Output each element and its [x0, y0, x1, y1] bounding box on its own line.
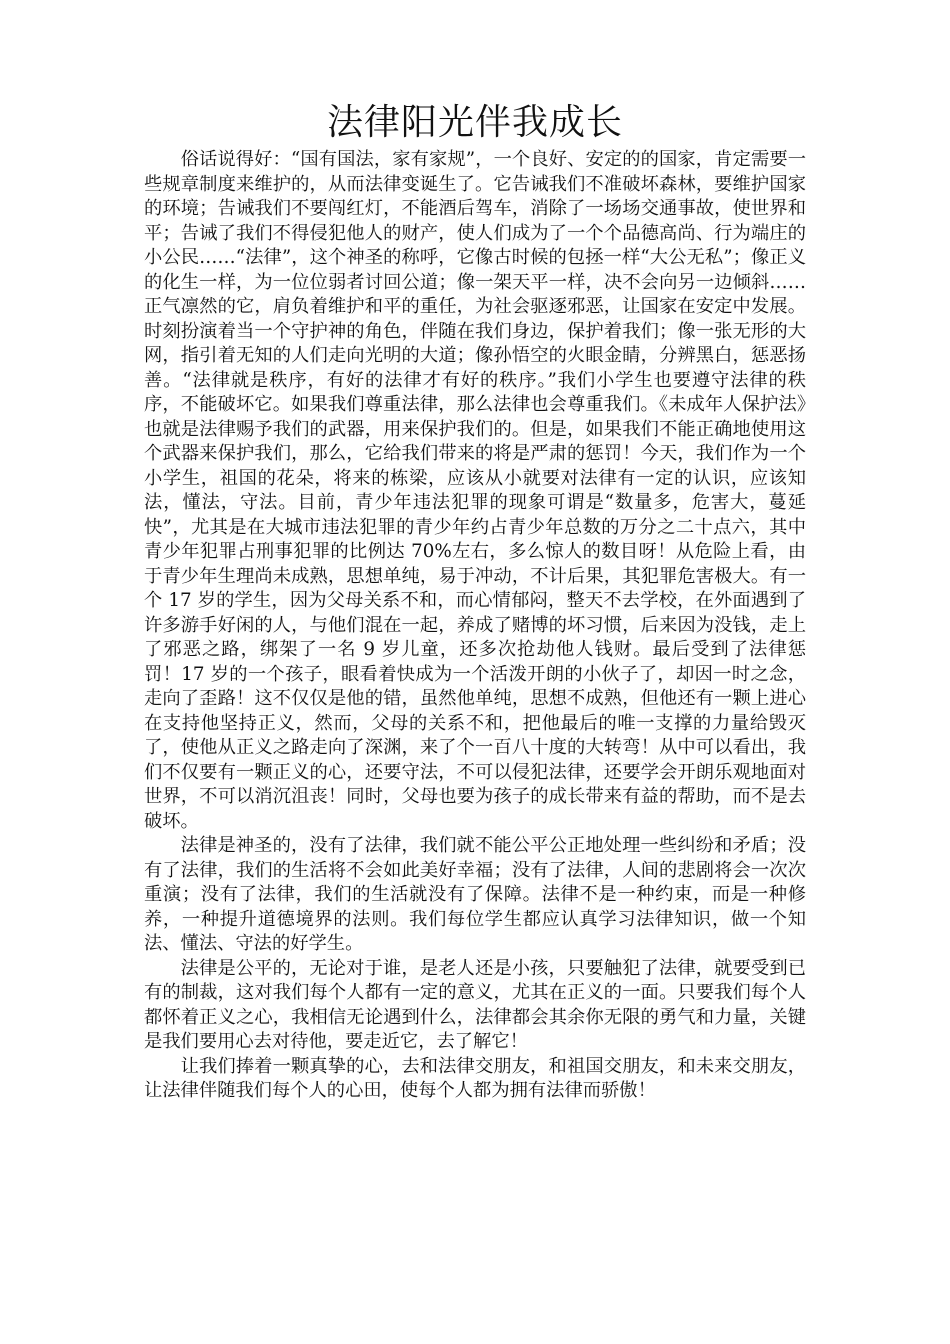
paragraph-3: 法律是公平的，无论对于谁，是老人还是小孩，只要触犯了法律，就要受到已有的制裁，这对我们每个人都有一定的意义，尤其在正义的一面。只要我们每个人都怀着正义之心，我相信无论遇到什么，法律都会其余你无限的勇气和力量，关键是我们要用心去对待他，要走近它，去了解它！ [144, 957, 806, 1052]
document-page [144, 98, 806, 1104]
document-body [144, 148, 806, 1104]
paragraph-4: 让我们捧着一颗真挚的心，去和法律交朋友，和祖国交朋友，和未来交朋友，让法律伴随我们每个人的心田，使每个人都为拥有法律而骄傲！ [144, 1055, 806, 1101]
document-title: 法律阳光伴我成长 [326, 102, 623, 143]
paragraph-1: 俗话说得好：“国有国法，家有家规”，一个良好、安定的的国家，肯定需要一些规章制度来维护的，从而法律变诞生了。它告诫我们不准破坏森林，要维护国家的环境；告诫我们不要闯红灯，不能酒后驾车，消除了一场场交通事故，使世界和平；告诫了我们不得侵犯他人的财产，使人们成为了一个个品德高尚、行为端庄的小公民……“法律”，这个神圣的称呼，它像古时候的包拯一样“大公无私”；像正义的化生一样，为一位位弱者讨回公道；像一架天平一样，决不会向另一边倾斜……正气凛然的它，肩负着维护和平的重任，为社会驱逐邪恶，让国家在安定中发展。时刻扮演着当一个守护神的角色，伴随在我们身边，保护着我们；像一张无形的大网，指引着无知的人们走向光明的大道；像孙悟空的火眼金睛，分辨黑白，惩恶扬善。“法律就是秩序，有好的法律才有好的秩序。”我们小学生也要遵守法律的秩序，不能破坏它。如果我们尊重法律，那么法律也会尊重我们。《未成年人保护法》也就是法律赐予我们的武器，用来保护我们的。但是，如果我们不能正确地使用这个武器来保护我们，那么，它给我们带来的将是严肃的惩罚！今天，我们作为一个小学生，祖国的花朵，将来的栋梁，应该从小就要对法律有一定的认识，应该知法，懂法，守法。目前，青少年违法犯罪的现象可谓是“数量多，危害大，蔓延快”，尤其是在大城市违法犯罪的青少年约占青少年总数的万分之二十点六，其中青少年犯罪占刑事犯罪的比例达 70%左右，多么惊人的数目呀！从危险上看，由于青少年生理尚未成熟，思想单纯，易于冲动，不计后果，其犯罪危害极大。有一个 17 岁的学生，因为父母关系不和，而心情郁闷，整天不去学校，在外面遇到了许多游手好闲的人，与他们混在一起，养成了赌博的坏习惯，后来因为没钱，走上了邪恶之路，绑架了一名 9 岁儿童，还多次抢劫他人钱财。最后受到了法律惩罚！17 岁的一个孩子，眼看着快成为一个活泼开朗的小伙子了，却因一时之念，走向了歪路！这不仅仅是他的错，虽然他单纯，思想不成熟，但他还有一颗上进心在支持他坚持正义，然而，父母的关系不和，把他最后的唯一支撑的力量给毁灭了，使他从正义之路走向了深渊，来了个一百八十度的大转弯！从中可以看出，我们不仅要有一颗正义的心，还要守法，不可以侵犯法律，还要学会开朗乐观地面对世界，不可以消沉沮丧！同时，父母也要为孩子的成长带来有益的帮助，而不是去破坏。 [144, 149, 806, 832]
paragraph-2: 法律是神圣的，没有了法律，我们就不能公平公正地处理一些纠纷和矛盾；没有了法律，我们的生活将不会如此美好幸福；没有了法律，人间的悲剧将会一次次重演；没有了法律，我们的生活就没有了保障。法律不是一种约束，而是一种修养，一种提升道德境界的法则。我们每位学生都应认真学习法律知识，做一个知法、懂法、守法的好学生。 [144, 835, 806, 954]
